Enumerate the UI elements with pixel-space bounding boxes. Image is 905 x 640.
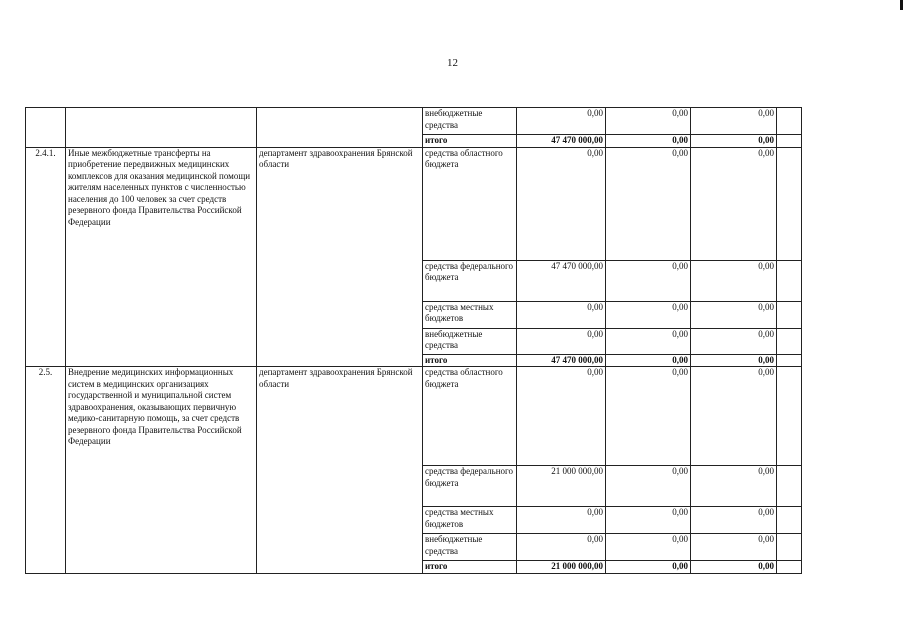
value-cell: 0,00 [691,367,777,466]
value-cell: 0,00 [517,147,606,260]
empty-cell [777,466,802,507]
value-cell: 0,00 [517,108,606,135]
empty-cell [777,354,802,367]
empty-cell [777,561,802,574]
executor-cell: департамент здравоохранения Брянской области [257,147,423,367]
source-cell: внебюджетные средства [423,534,517,561]
edge-mark [900,0,903,10]
empty-cell [777,534,802,561]
total-value: 47 470 000,00 [517,354,606,367]
executor-cell: департамент здравоохранения Брянской области [257,367,423,574]
measure-name-cell: Иные межбюджетные трансферты на приобретение передвижных медицинских комплексов для оказания медицинской помощи жителям населенных пунктов с численностью населения до 100 человек за счет средств резервного фонда Правительства Российской Федерации [66,147,257,367]
value-cell: 0,00 [517,367,606,466]
source-cell: внебюджетные средства [423,108,517,135]
total-value: 0,00 [606,561,691,574]
total-value: 0,00 [606,354,691,367]
measure-name-cell [66,108,257,148]
value-cell: 0,00 [517,534,606,561]
empty-cell [777,328,802,354]
empty-cell [777,367,802,466]
table-row [26,108,802,135]
empty-cell [777,108,802,135]
value-cell: 21 000 000,00 [517,466,606,507]
source-cell: средства областного бюджета [423,147,517,260]
value-cell: 0,00 [606,301,691,328]
number-cell: 2.4.1. [26,147,66,367]
source-cell: средства местных бюджетов [423,507,517,534]
source-cell: средства местных бюджетов [423,301,517,328]
empty-cell [777,301,802,328]
total-value: 0,00 [606,135,691,148]
total-value: 0,00 [691,135,777,148]
empty-cell [777,507,802,534]
value-cell: 47 470 000,00 [517,260,606,301]
table-row [26,367,802,466]
value-cell: 0,00 [691,507,777,534]
value-cell: 0,00 [691,328,777,354]
value-cell: 0,00 [606,328,691,354]
value-cell: 0,00 [606,507,691,534]
total-value: 0,00 [691,354,777,367]
source-cell: средства областного бюджета [423,367,517,466]
number-cell [26,108,66,148]
empty-cell [777,260,802,301]
empty-cell [777,147,802,260]
value-cell: 0,00 [606,466,691,507]
empty-cell [777,135,802,148]
number-cell: 2.5. [26,367,66,574]
measure-name-cell: Внедрение медицинских информационных систем в медицинских организациях государственной и муниципальной систем здравоохранения, оказывающих первичную медико-санитарную помощь, за счет средств резервного фонда Правительства Российской Федерации [66,367,257,574]
page-number: 12 [447,57,458,69]
total-label: итого [423,561,517,574]
executor-cell [257,108,423,148]
value-cell: 0,00 [517,507,606,534]
source-cell: средства федерального бюджета [423,260,517,301]
source-cell: внебюджетные средства [423,328,517,354]
value-cell: 0,00 [606,260,691,301]
total-label: итого [423,354,517,367]
value-cell: 0,00 [691,301,777,328]
total-value: 0,00 [691,561,777,574]
value-cell: 0,00 [691,147,777,260]
value-cell: 0,00 [691,108,777,135]
value-cell: 0,00 [517,301,606,328]
value-cell: 0,00 [606,367,691,466]
value-cell: 0,00 [691,260,777,301]
value-cell: 0,00 [606,108,691,135]
value-cell: 0,00 [606,534,691,561]
value-cell: 0,00 [691,466,777,507]
value-cell: 0,00 [606,147,691,260]
value-cell: 0,00 [517,328,606,354]
table-row [26,147,802,260]
total-label: итого [423,135,517,148]
source-cell: средства федерального бюджета [423,466,517,507]
budget-table [25,107,802,574]
total-value: 47 470 000,00 [517,135,606,148]
value-cell: 0,00 [691,534,777,561]
total-value: 21 000 000,00 [517,561,606,574]
